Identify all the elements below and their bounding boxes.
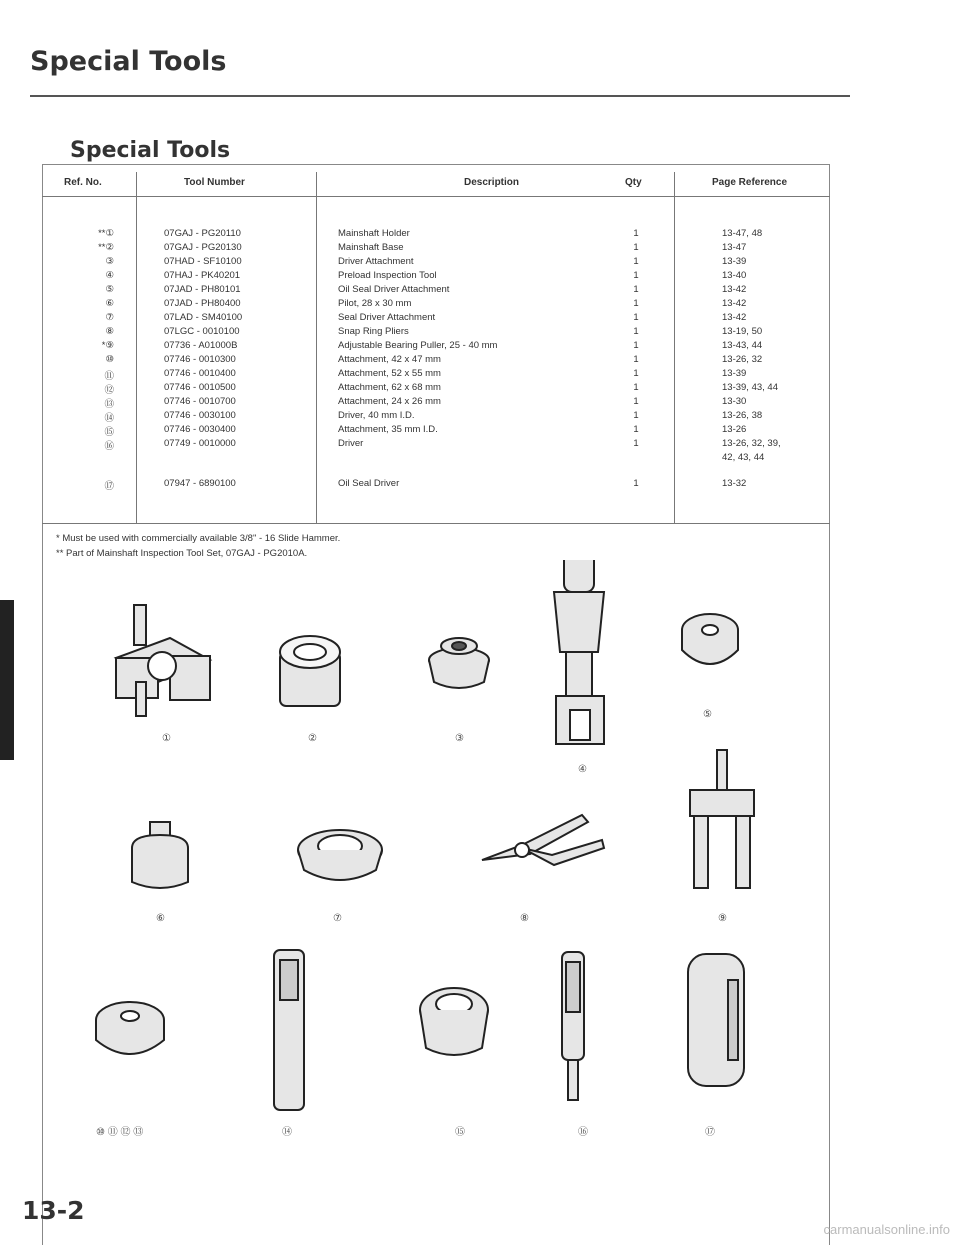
caption-tool-7: ⑦ bbox=[333, 913, 342, 924]
table-row bbox=[42, 354, 830, 368]
table-row bbox=[42, 424, 830, 438]
ref-number: ⑩ bbox=[105, 354, 114, 365]
tool-description: Attachment, 52 x 55 mm bbox=[338, 368, 441, 379]
ref-number: ⑦ bbox=[105, 312, 114, 323]
table-row bbox=[42, 242, 830, 256]
tool-number: 07HAJ - PK40201 bbox=[164, 270, 241, 281]
ref-number: ③ bbox=[105, 256, 114, 267]
ref-number: ⑧ bbox=[105, 326, 114, 337]
title-rule bbox=[30, 95, 850, 97]
tool-description: Attachment, 42 x 47 mm bbox=[338, 354, 441, 365]
page-reference: 13-32 bbox=[722, 478, 747, 489]
tool-number: 07746 - 0010400 bbox=[164, 368, 236, 379]
page-reference: 13-39 bbox=[722, 368, 747, 379]
note-slide-hammer: * Must be used with commercially available 3/8" - 16 Slide Hammer. bbox=[56, 533, 341, 544]
tool-description: Adjustable Bearing Puller, 25 - 40 mm bbox=[338, 340, 498, 351]
caption-tool-8: ⑧ bbox=[520, 913, 529, 924]
page-title: Special Tools bbox=[30, 46, 227, 77]
tool-quantity: 1 bbox=[633, 438, 639, 449]
ref-number: ⑭ bbox=[104, 413, 114, 424]
ref-number: ⑤ bbox=[105, 284, 114, 295]
table-row bbox=[42, 312, 830, 326]
tool-number: 07736 - A01000B bbox=[164, 340, 238, 351]
caption-tool-1: ① bbox=[162, 733, 171, 744]
tool-quantity: 1 bbox=[633, 410, 639, 421]
tool-number: 07LAD - SM40100 bbox=[164, 312, 243, 323]
tool-description: Attachment, 35 mm I.D. bbox=[338, 424, 438, 435]
tool-quantity: 1 bbox=[633, 424, 639, 435]
page-reference: 13-39 bbox=[722, 256, 747, 267]
tool-quantity: 1 bbox=[633, 354, 639, 365]
tool-description: Mainshaft Base bbox=[338, 242, 404, 253]
note-inspection-set: ** Part of Mainshaft Inspection Tool Set, 07GAJ - PG2010A. bbox=[56, 548, 308, 559]
mainshaft-base-illustration bbox=[280, 636, 340, 706]
caption-tool-3: ③ bbox=[455, 733, 464, 744]
section-tab bbox=[0, 600, 14, 760]
table-row bbox=[42, 270, 830, 284]
tool-quantity: 1 bbox=[633, 312, 639, 323]
page-reference: 13-42 bbox=[722, 298, 747, 309]
tool-description: Attachment, 62 x 68 mm bbox=[338, 382, 441, 393]
tool-description: Snap Ring Pliers bbox=[338, 326, 409, 337]
attachment-35mm-illustration bbox=[420, 988, 488, 1055]
page-reference: 42, 43, 44 bbox=[722, 452, 765, 463]
ref-number: ⑯ bbox=[104, 441, 114, 452]
tool-quantity: 1 bbox=[633, 396, 639, 407]
driver-attachment-illustration bbox=[429, 638, 489, 688]
caption-tool-17: ⑰ bbox=[705, 1127, 715, 1138]
tool-quantity: 1 bbox=[633, 326, 639, 337]
header-description: Description bbox=[464, 177, 520, 188]
tool-number: 07JAD - PH80400 bbox=[164, 298, 241, 309]
ref-number: ④ bbox=[105, 270, 114, 281]
page-reference: 13-26, 38 bbox=[722, 410, 763, 421]
page-reference: 13-40 bbox=[722, 270, 747, 281]
tool-number: 07GAJ - PG20110 bbox=[164, 228, 241, 239]
tool-quantity: 1 bbox=[633, 298, 639, 309]
driver-illustration bbox=[274, 950, 304, 1110]
header-ref: Ref. No. bbox=[64, 177, 102, 188]
snap-ring-pliers-illustration bbox=[482, 815, 604, 865]
page-reference: 13-42 bbox=[722, 312, 747, 323]
tool-number: 07746 - 0010700 bbox=[164, 396, 236, 407]
page-reference: 13-19, 50 bbox=[722, 326, 763, 337]
page-reference: 13-43, 44 bbox=[722, 340, 763, 351]
oil-seal-driver-illustration bbox=[688, 954, 744, 1086]
tool-quantity: 1 bbox=[633, 340, 639, 351]
ref-number: **① bbox=[98, 228, 114, 239]
table-row bbox=[42, 368, 830, 382]
tool-description: Oil Seal Driver bbox=[338, 478, 400, 489]
table-header bbox=[42, 172, 830, 194]
table-row bbox=[42, 438, 830, 452]
table-row bbox=[42, 382, 830, 396]
page-reference: 13-30 bbox=[722, 396, 747, 407]
tool-description: Driver, 40 mm I.D. bbox=[338, 410, 415, 421]
tool-quantity: 1 bbox=[633, 242, 639, 253]
table-row bbox=[42, 326, 830, 340]
tool-description: Attachment, 24 x 26 mm bbox=[338, 396, 441, 407]
tool-number: 07746 - 0010500 bbox=[164, 382, 236, 393]
page-reference: 13-42 bbox=[722, 284, 747, 295]
tool-quantity: 1 bbox=[633, 284, 639, 295]
table-bottom-rule bbox=[42, 523, 830, 524]
table-row bbox=[42, 478, 830, 492]
header-tool-number: Tool Number bbox=[184, 177, 245, 188]
tool-description: Oil Seal Driver Attachment bbox=[338, 284, 450, 295]
tool-description: Pilot, 28 x 30 mm bbox=[338, 298, 412, 309]
pilot-illustration bbox=[132, 822, 188, 888]
page-reference: 13-39, 43, 44 bbox=[722, 382, 778, 393]
tool-quantity: 1 bbox=[633, 256, 639, 267]
section-title: Special Tools bbox=[62, 138, 238, 163]
tool-illustrations bbox=[42, 560, 830, 1245]
table-row bbox=[42, 452, 830, 466]
caption-tool-4: ④ bbox=[578, 764, 587, 775]
tool-number: 07746 - 0030400 bbox=[164, 424, 236, 435]
tool-description: Mainshaft Holder bbox=[338, 228, 410, 239]
table-row bbox=[42, 396, 830, 410]
page-reference: 13-26, 32 bbox=[722, 354, 763, 365]
tool-description: Driver Attachment bbox=[338, 256, 414, 267]
page-reference: 13-47 bbox=[722, 242, 747, 253]
table-row bbox=[42, 228, 830, 242]
bearing-puller-illustration bbox=[690, 750, 754, 888]
ref-number: *⑨ bbox=[101, 340, 114, 351]
mainshaft-holder-illustration bbox=[116, 605, 210, 716]
page-reference: 13-26 bbox=[722, 424, 747, 435]
caption-tool-6: ⑥ bbox=[156, 913, 165, 924]
caption-tool-2: ② bbox=[308, 733, 317, 744]
tool-number: 07JAD - PH80101 bbox=[164, 284, 241, 295]
caption-tool-16: ⑯ bbox=[578, 1127, 588, 1138]
table-row bbox=[42, 340, 830, 354]
page-number: 13-2 bbox=[22, 1196, 85, 1225]
watermark: carmanualsonline.info bbox=[823, 1222, 950, 1237]
tool-number: 07746 - 0010300 bbox=[164, 354, 236, 365]
tool-number: 07HAD - SF10100 bbox=[164, 256, 242, 267]
tool-number: 07947 - 6890100 bbox=[164, 478, 236, 489]
attachment-illustration bbox=[96, 1002, 164, 1054]
oil-seal-driver-attachment-illustration bbox=[682, 614, 738, 664]
tool-number: 07746 - 0030100 bbox=[164, 410, 236, 421]
tool-quantity: 1 bbox=[633, 368, 639, 379]
table-notes bbox=[56, 531, 340, 561]
tool-quantity: 1 bbox=[633, 270, 639, 281]
table-row bbox=[42, 256, 830, 270]
ref-number: ⑬ bbox=[104, 399, 114, 410]
ref-number: ⑥ bbox=[105, 298, 114, 309]
driver-16-illustration bbox=[562, 952, 584, 1100]
tool-quantity: 1 bbox=[633, 382, 639, 393]
preload-inspection-tool-illustration bbox=[554, 560, 604, 744]
caption-tool-15: ⑮ bbox=[455, 1127, 465, 1138]
caption-tools-10-13: ⑩ ⑪ ⑫ ⑬ bbox=[96, 1127, 144, 1138]
tool-number: 07749 - 0010000 bbox=[164, 438, 236, 449]
tool-number: 07GAJ - PG20130 bbox=[164, 242, 242, 253]
ref-number: ⑰ bbox=[104, 481, 114, 492]
header-page-reference: Page Reference bbox=[712, 177, 788, 188]
tool-quantity: 1 bbox=[633, 228, 639, 239]
ref-number: ⑪ bbox=[104, 371, 114, 382]
caption-tool-9: ⑨ bbox=[718, 913, 727, 924]
header-divider bbox=[42, 196, 830, 197]
ref-number: **② bbox=[98, 242, 114, 253]
table-row bbox=[42, 410, 830, 424]
seal-driver-attachment-illustration bbox=[298, 830, 382, 880]
tool-description: Preload Inspection Tool bbox=[338, 270, 437, 281]
page-reference: 13-47, 48 bbox=[722, 228, 763, 239]
tool-number: 07LGC - 0010100 bbox=[164, 326, 240, 337]
page-reference: 13-26, 32, 39, bbox=[722, 438, 781, 449]
ref-number: ⑫ bbox=[104, 385, 114, 396]
tool-description: Driver bbox=[338, 438, 364, 449]
table-row bbox=[42, 298, 830, 312]
ref-number: ⑮ bbox=[104, 427, 114, 438]
tool-description: Seal Driver Attachment bbox=[338, 312, 436, 323]
caption-tool-14: ⑭ bbox=[282, 1127, 292, 1138]
caption-tool-5: ⑤ bbox=[703, 709, 712, 720]
tool-quantity: 1 bbox=[633, 478, 639, 489]
header-qty: Qty bbox=[625, 177, 642, 188]
table-row bbox=[42, 284, 830, 298]
